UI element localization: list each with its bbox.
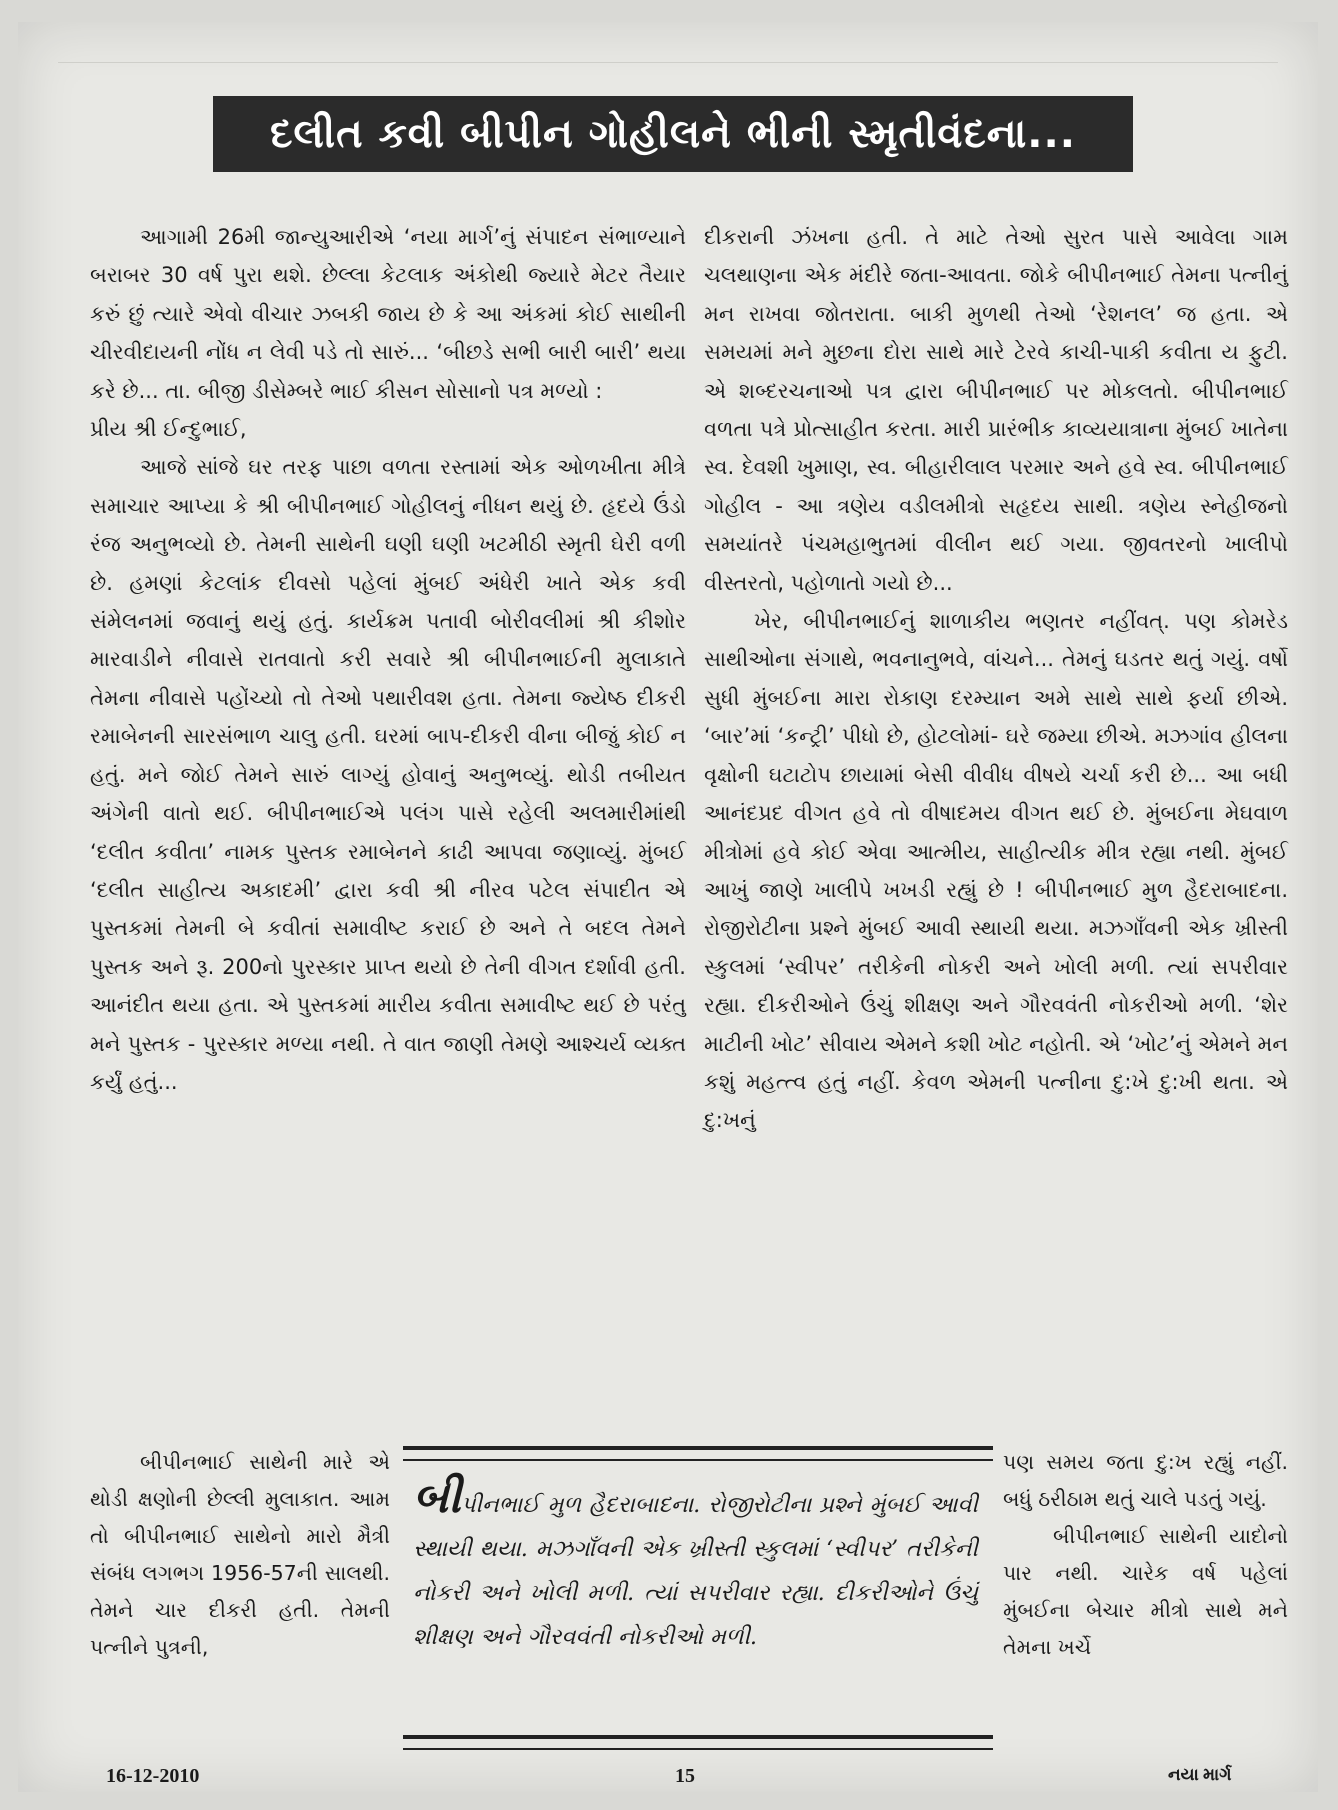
page-number: 15 bbox=[675, 1765, 695, 1787]
magazine-page bbox=[18, 22, 1318, 1792]
bottom-right-column bbox=[1003, 1444, 1288, 1666]
left-column bbox=[90, 218, 686, 1101]
pull-quote-top-rule bbox=[403, 1446, 993, 1461]
pull-quote-body: પીનભાઈ મુળ હૈદરાબાદના. રોજીરોટીના પ્રશ્ને મુંબઈ આવી સ્થાયી થયા. મઝગાઁવની એક ખ્રીસ્તી સ્કુલમાં ‘સ્વીપર’ તરીકેની નોકરી અને ખોલી મળી. ત્યાં સપરીવાર રહ્યા. દીકરીઓને ઉંચું શીક્ષણ અને ગૌરવવંતી નોકરીઓ મળી. bbox=[413, 1492, 978, 1650]
bottom-left-column bbox=[90, 1444, 390, 1666]
letter-salutation: પ્રીય શ્રી ઈન્દુભાઈ, bbox=[90, 417, 247, 442]
paragraph: ખેર, બીપીનભાઈનું શાળાકીય ભણતર નહીંવત્. પણ કોમરેડ સાથીઓના સંગાથે, ભવનાનુભવે, વાંચને... તેમનું ઘડતર થતું ગયું. વર્ષો સુધી મુંબઈના મારા રોકાણ દરમ્યાન અમે સાથે સાથે ફર્યા છીએ. ‘બાર’માં ‘કન્ટ્રી’ પીધો છે, હોટલોમાં- ઘરે જમ્યા છીએ. મઝગાંવ હીલના વૃક્ષોની ઘટાટોપ છાયામાં બેસી વીવીધ વીષયે ચર્ચા કરી છે... આ બધી આનંદપ્રદ વીગત હવે તો વીષાદમય વીગત થઈ છે. મુંબઈના મેઘવાળ મીત્રોમાં હવે કોઈ એવા આત્મીય, સાહીત્યીક મીત્ર રહ્યા નથી. મુંબઈ આખું જાણે ખાલીપે ખખડી રહ્યું છે ! બીપીનભાઈ મુળ હૈદરાબાદના. રોજીરોટીના પ્રશ્ને મુંબઈ આવી સ્થાયી થયા. મઝગાઁવની એક ખ્રીસ્તી સ્કુલમાં ‘સ્વીપર’ તરીકેની નોકરી અને ખોલી મળી. ત્યાં સપરીવાર રહ્યા. દીકરીઓને ઉંચું શીક્ષણ અને ગૌરવવંતી નોકરીઓ મળી. ‘શેર માટીની ખોટ’ સીવાય એમને કશી ખોટ નહોતી. એ ‘ખોટ’નું એમને મન કશું મહત્ત્વ હતું નહીં. કેવળ એમની પત્નીના દુ:ખે દુ:ખી થતા. એ દુ:ખનું bbox=[704, 609, 1288, 1133]
footer-date: 16-12-2010 bbox=[106, 1765, 200, 1787]
pull-quote bbox=[403, 1446, 993, 1746]
paragraph: પણ સમય જતા દુ:ખ રહ્યું નહીં. બધું ઠરીઠામ થતું ચાલે પડતું ગયું. bbox=[1003, 1450, 1288, 1511]
article-title-banner bbox=[213, 96, 1133, 172]
pull-quote-bottom-rule bbox=[403, 1735, 993, 1750]
paragraph: બીપીનભાઈ સાથેની મારે એ થોડી ક્ષણોની છેલ્લી મુલાકાત. આમ તો બીપીનભાઈ સાથેનો મારો મૈત્રી સંબંધ લગભગ 1956-57ની સાલથી. તેમને ચાર દીકરી હતી. તેમની પત્નીને પુત્રની, bbox=[90, 1450, 390, 1659]
paragraph: દીકરાની ઝંખના હતી. તે માટે તેઓ સુરત પાસે આવેલા ગામ ચલથાણના એક મંદીરે જતા-આવતા. જોકે બીપીનભાઈ તેમના પત્નીનું મન રાખવા જોતરાતા. બાકી મુળથી તેઓ ‘રેશનલ’ જ હતા. એ સમયમાં મને મુછના દોરા સાથે મારે ટેરવે કાચી-પાકી કવીતા ય ફુટી. એ શબ્દરચનાઓ પત્ર દ્વારા બીપીનભાઈ પર મોકલતો. બીપીનભાઈ વળતા પત્રે પ્રોત્સાહીત કરતા. મારી પ્રારંભીક કાવ્યયાત્રાના મુંબઈ ખાતેના સ્વ. દેવશી ખુમાણ, સ્વ. બીહારીલાલ પરમાર અને હવે સ્વ. બીપીનભાઈ ગોહીલ - આ ત્રણેય વડીલમીત્રો સહૃદય સાથી. ત્રણેય સ્નેહીજનો સમયાંતરે પંચમહાભુતમાં વીલીન થઈ ગયા. જીવતરનો ખાલીપો વીસ્તરતો, પહોળાતો ગયો છે... bbox=[704, 225, 1288, 595]
paragraph: આગામી 26મી જાન્યુઆરીએ ‘નયા માર્ગ’નું સંપાદન સંભાળ્યાને બરાબર 30 વર્ષ પુરા થશે. છેલ્લા કેટલાક અંકોથી જ્યારે મેટર તૈયાર કરું છું ત્યારે એવો વીચાર ઝબકી જાય છે કે આ અંકમાં કોઈ સાથીની ચીરવીદાયની નોંધ ન લેવી પડે તો સારું... ‘બીછડે સભી બારી બારી’ થયા કરે છે... તા. બીજી ડીસેમ્બરે ભાઈ કીસન સોસાનો પત્ર મળ્યો : bbox=[90, 225, 686, 403]
publication-name: નયા માર્ગ bbox=[1168, 1765, 1232, 1784]
paragraph: બીપીનભાઈ સાથેની યાદોનો પાર નથી. ચારેક વર્ષ પહેલાં મુંબઈના બેચાર મીત્રો સાથે મને તેમના ખર્ચે bbox=[1003, 1524, 1288, 1659]
article-title: દલીત કવી બીપીન ગોહીલને ભીની સ્મૃતીવંદના... bbox=[270, 111, 1076, 157]
paragraph: આજે સાંજે ઘર તરફ પાછા વળતા રસ્તામાં એક ઓળખીતા મીત્રે સમાચાર આપ્યા કે શ્રી બીપીનભાઈ ગોહીલનું નીધન થયું છે. હૃદયે ઉંડો રંજ અનુભવ્યો છે. તેમની સાથેની ઘણી ઘણી ખટમીઠી સ્મૃતી ઘેરી વળી છે. હમણાં કેટલાંક દીવસો પહેલાં મુંબઈ અંધેરી ખાતે એક કવી સંમેલનમાં જવાનું થયું હતું. કાર્યક્રમ પતાવી બોરીવલીમાં શ્રી કીશોર મારવાડીને નીવાસે રાતવાતો કરી સવારે શ્રી બીપીનભાઈની મુલાકાતે તેમના નીવાસે પહોંચ્યો તો તેઓ પથારીવશ હતા. તેમના જ્યેષ્ઠ દીકરી રમાબેનની સારસંભાળ ચાલુ હતી. ઘરમાં બાપ-દીકરી વીના બીજું કોઈ ન હતું. મને જોઈ તેમને સારું લાગ્યું હોવાનું અનુભવ્યું. થોડી તબીયત અંગેની વાતો થઈ. બીપીનભાઈએ પલંગ પાસે રહેલી અલમારીમાંથી ‘દલીત કવીતા’ નામક પુસ્તક રમાબેનને કાઢી આપવા જણાવ્યું. મુંબઈ ‘દલીત સાહીત્ય અકાદમી’ દ્વારા કવી શ્રી નીરવ પટેલ સંપાદીત એ પુસ્તકમાં તેમની બે કવીતાં સમાવીષ્ટ કરાઈ છે અને તે બદલ તેમને પુસ્તક અને રૂ. 200નો પુરસ્કાર પ્રાપ્ત થયો છે તેની વીગત દર્શાવી હતી. આનંદીત થયા હતા. એ પુસ્તકમાં મારીય કવીતા સમાવીષ્ટ થઈ છે પરંતુ મને પુસ્તક - પુરસ્કાર મળ્યા નથી. તે વાત જાણી તેમણે આશ્ચર્ય વ્યક્ત કર્યું હતું... bbox=[90, 455, 686, 1094]
right-column bbox=[704, 218, 1288, 1140]
pull-quote-dropcap: બી bbox=[413, 1472, 461, 1523]
pull-quote-text bbox=[413, 1472, 978, 1659]
